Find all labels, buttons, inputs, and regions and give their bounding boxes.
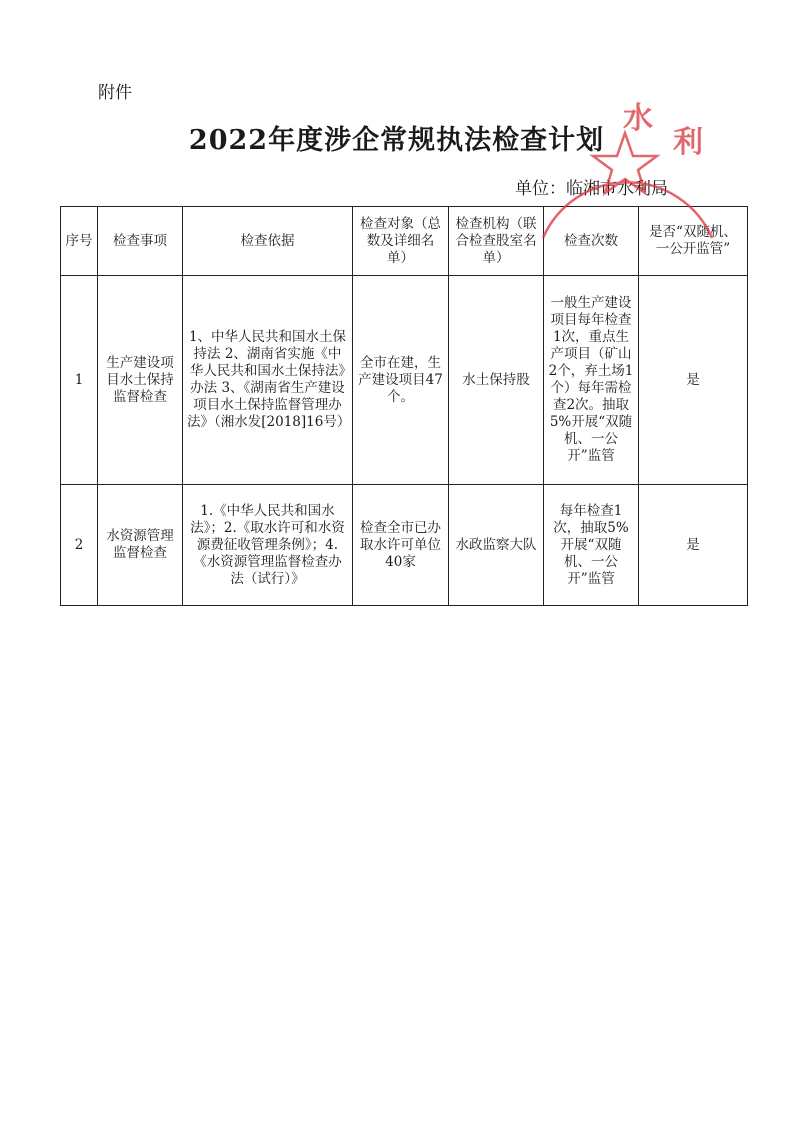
seal-char-shui: 水 [623, 101, 653, 136]
cell-double-random: 是 [639, 276, 748, 485]
page-title: 2022年度涉企常规执法检查计划 [188, 125, 605, 156]
attachment-label: 附件 [98, 83, 132, 103]
cell-double-random: 是 [639, 485, 748, 606]
table-row [61, 485, 748, 606]
seal-char-li: 利 [673, 125, 703, 160]
header-no: 序号 [61, 207, 98, 276]
header-basis: 检查依据 [183, 207, 353, 276]
unit-line: 单位：临湘市水利局 [515, 179, 668, 199]
cell-item: 生产建设项目水土保持监督检查 [98, 276, 183, 485]
cell-org: 水土保持股 [449, 276, 544, 485]
cell-target: 检查全市已办取水许可单位40家 [353, 485, 449, 606]
cell-no: 2 [61, 485, 98, 606]
inspection-plan-table [60, 206, 748, 606]
header-org: 检查机构（联合检查股室名单） [449, 207, 544, 276]
cell-org: 水政监察大队 [449, 485, 544, 606]
cell-item: 水资源管理监督检查 [98, 485, 183, 606]
cell-no: 1 [61, 276, 98, 485]
cell-frequency: 一般生产建设项目每年检查1次，重点生产项目（矿山2个，弃土场1个）每年需检查2次。抽取5%开展“双随机、一公开”监管 [544, 276, 639, 485]
header-target: 检查对象（总数及详细名单） [353, 207, 449, 276]
table-header-row [61, 207, 748, 276]
cell-basis: 1、中华人民共和国水土保持法 2、湖南省实施《中华人民共和国水土保持法》办法 3、《湖南省生产建设项目水土保持监督管理办法》（湘水发[2018]16号） [183, 276, 353, 485]
header-frequency: 检查次数 [544, 207, 639, 276]
table-row [61, 276, 748, 485]
cell-basis: 1.《中华人民共和国水法》；2.《取水许可和水资源费征收管理条例》；4.《水资源管理监督检查办法（试行）》 [183, 485, 353, 606]
cell-target: 全市在建，生产建设项目47个。 [353, 276, 449, 485]
cell-frequency: 每年检查1次，抽取5%开展“双随机、一公开”监管 [544, 485, 639, 606]
header-item: 检查事项 [98, 207, 183, 276]
header-double-random: 是否“双随机、一公开监管” [639, 207, 748, 276]
